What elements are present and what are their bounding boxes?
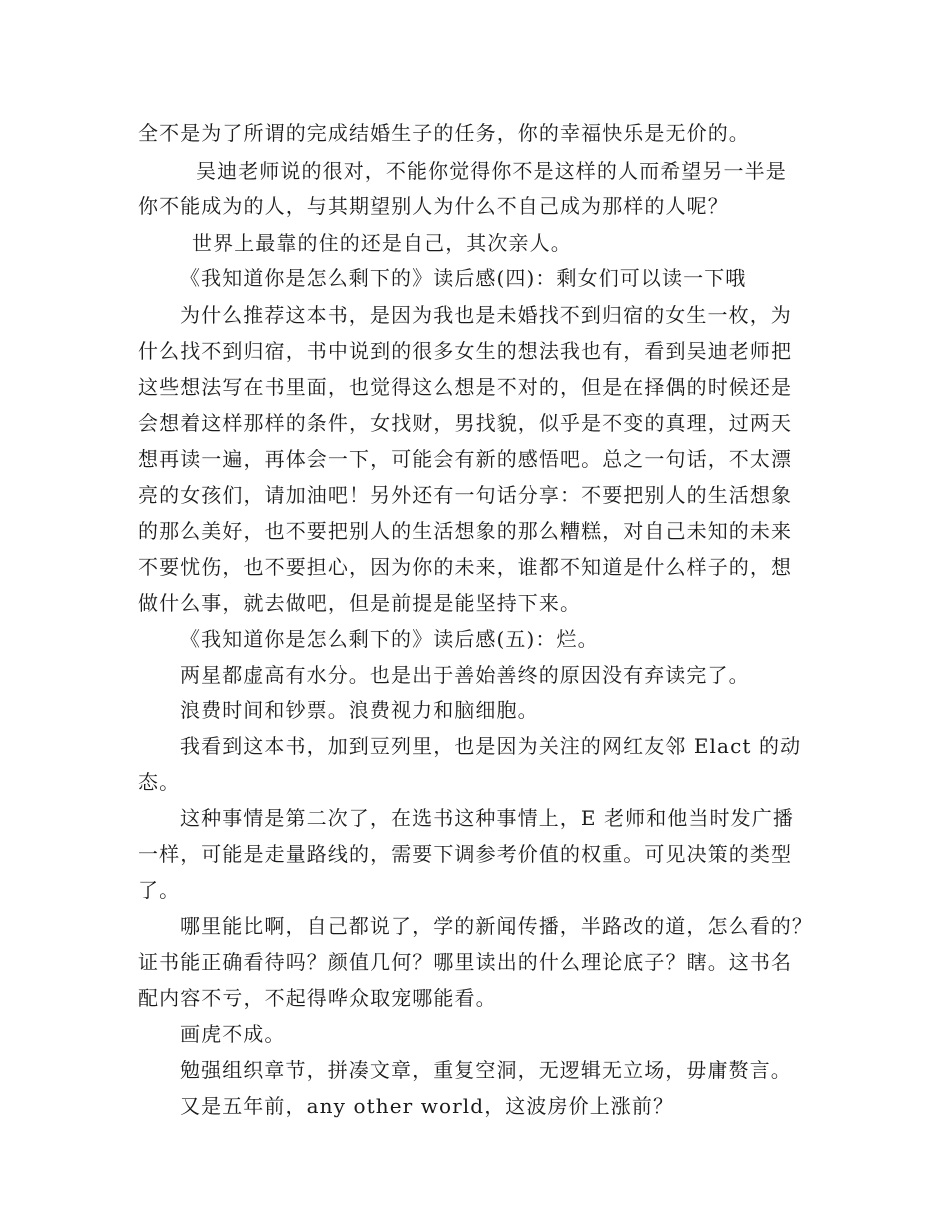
text-line: 为什么推荐这本书，是因为我也是未婚找不到归宿的女生一枚，为 [180, 303, 792, 327]
text-line: 浪费时间和钞票。浪费视力和脑细胞。 [180, 698, 539, 722]
text-line: 了。 [138, 878, 181, 902]
text-line: 想再读一遍，再体会一下，可能会有新的感悟吧。总之一句话，不太漂 [138, 447, 793, 471]
text-line: 这些想法写在书里面，也觉得这么想是不对的，但是在择偶的时候还是 [138, 375, 793, 399]
text-line: 配内容不亏，不起得哗众取宠哪能看。 [138, 986, 497, 1010]
text-line: 又是五年前，any other world，这波房价上涨前？ [180, 1094, 675, 1118]
text-line: 会想着这样那样的条件，女找财，男找貌，似乎是不变的真理，过两天 [138, 411, 793, 435]
text-line: 亮的女孩们，请加油吧！另外还有一句话分享：不要把别人的生活想象 [138, 483, 793, 507]
text-line: 的那么美好，也不要把别人的生活想象的那么糟糕，对自己未知的未来 [138, 519, 793, 543]
text-line: 全不是为了所谓的完成结婚生子的任务，你的幸福快乐是无价的。 [138, 121, 750, 145]
text-line: 不要忧伤，也不要担心，因为你的未来，谁都不知道是什么样子的，想 [138, 555, 793, 579]
text-line: 做什么事，就去做吧，但是前提是能坚持下来。 [138, 591, 582, 615]
text-line: 你不能成为的人，与其期望别人为什么不自己成为那样的人呢？ [138, 194, 729, 218]
text-line: 勉强组织章节，拼凑文章，重复空洞，无逻辑无立场，毋庸赘言。 [180, 1058, 792, 1082]
text-line: 两星都虚高有水分。也是出于善始善终的原因没有弃读完了。 [180, 663, 750, 687]
text-line: 画虎不成。 [180, 1022, 286, 1046]
section-heading: 《我知道你是怎么剩下的》读后感(五)：烂。 [180, 627, 599, 651]
text-line: 证书能正确看待吗？颜值几何？哪里读出的什么理论底子？瞎。这书名 [138, 950, 793, 974]
text-line: 这种事情是第二次了，在选书这种事情上，E 老师和他当时发广播 [180, 806, 794, 830]
text-line: 我看到这本书，加到豆列里，也是因为关注的网红友邻 Elact 的动 [180, 734, 802, 758]
text-line: 吴迪老师说的很对，不能你觉得你不是这样的人而希望另一半是 [196, 159, 787, 183]
text-line: 哪里能比啊，自己都说了，学的新闻传播，半路改的道，怎么看的？ [180, 914, 813, 938]
text-line: 世界上最靠的住的还是自己，其次亲人。 [192, 231, 572, 255]
text-line: 一样，可能是走量路线的，需要下调参考价值的权重。可见决策的类型 [138, 842, 793, 866]
text-line: 态。 [138, 770, 181, 794]
section-heading: 《我知道你是怎么剩下的》读后感(四)：剩女们可以读一下哦 [180, 266, 747, 290]
text-line: 什么找不到归宿，书中说到的很多女生的想法我也有，看到吴迪老师把 [138, 339, 793, 363]
